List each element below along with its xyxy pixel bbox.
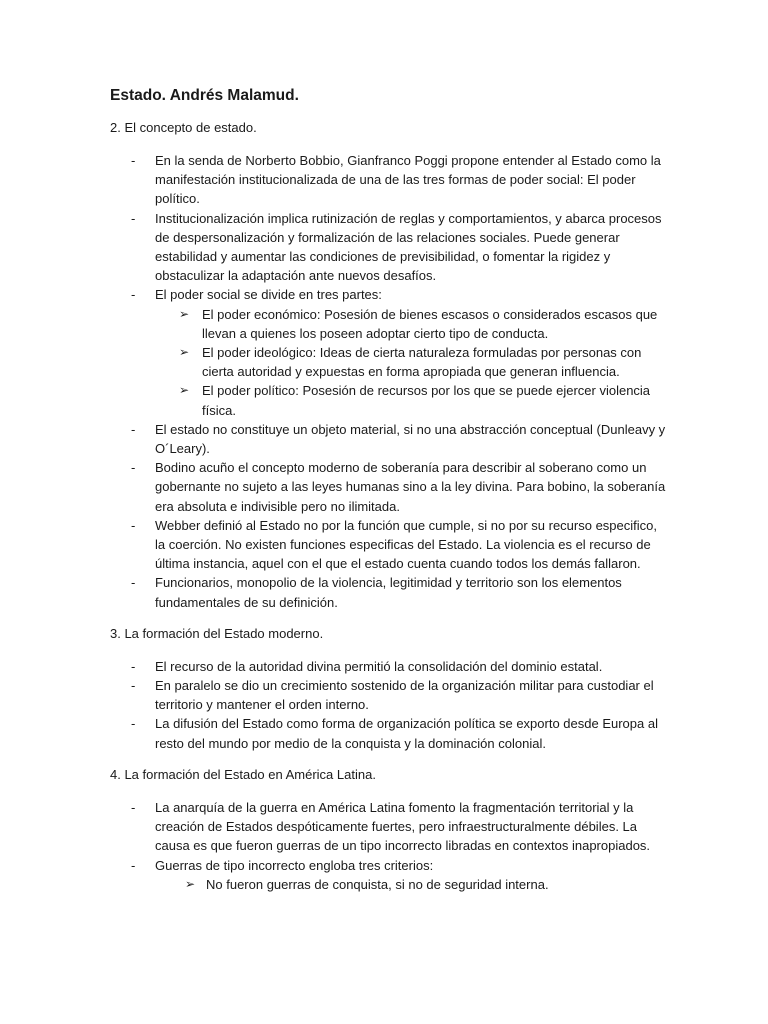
- dash-bullet-icon: -: [131, 287, 136, 303]
- section-heading: 2. El concepto de estado.: [110, 120, 257, 135]
- list-item-text: Webber definió al Estado no por la función que cumple, si no por su recurso especifico, la coerción. No existen funciones especificas del Estado. La violencia es el recurso de última instancia, aquel con el que el estado cuenta cuando todos los demás fallaron.: [155, 517, 657, 572]
- list-item: [110, 151, 670, 209]
- list-item: [110, 798, 670, 856]
- section-heading: 4. La formación del Estado en América Latina.: [110, 766, 376, 782]
- bullet-list: [110, 151, 670, 612]
- list-item-text: La difusión del Estado como forma de organización política se exporto desde Europa al resto del mundo por medio de la conquista y la dominación colonial.: [155, 716, 658, 751]
- list-item-text: El recurso de la autoridad divina permitió la consolidación del dominio estatal.: [155, 658, 603, 674]
- list-item: [110, 714, 670, 752]
- sub-list-item: [155, 305, 670, 343]
- dash-bullet-icon: -: [131, 210, 136, 226]
- dash-bullet-icon: -: [131, 460, 136, 476]
- list-item-text: En la senda de Norberto Bobbio, Gianfranco Poggi propone entender al Estado como la manifestación institucionalizada de una de las tres formas de poder social: El poder político.: [155, 153, 661, 207]
- sub-list: [155, 875, 670, 894]
- list-item-text: El estado no constituye un objeto material, si no una abstracción conceptual (Dunleavy y O´Leary).: [155, 421, 666, 457]
- dash-bullet-icon: -: [131, 517, 136, 533]
- list-item-text: Institucionalización implica rutinización de reglas y comportamientos, y abarca procesos de despersonalización y formalización de las relaciones sociales. Puede generar estabilidad y aumentar las condiciones de previsibilidad, o fomentar la rigidez y obstaculizar la adaptación ante nuevos desafíos.: [155, 210, 662, 284]
- list-item-text: El poder social se divide en tres partes:: [155, 287, 382, 303]
- list-item-text: La anarquía de la guerra en América Latina fomento la fragmentación territorial y la creación de Estados despóticamente fuertes, pero infraestructuralmente débiles. La causa es que fueron guerras de un tipo incorrecto libradas en contextos inapropiados.: [155, 799, 651, 854]
- list-item: [110, 285, 670, 419]
- sub-list-item: [155, 381, 670, 419]
- sub-list-item: [155, 343, 670, 381]
- dash-bullet-icon: -: [131, 575, 136, 591]
- bullet-list: [110, 798, 670, 894]
- dash-bullet-icon: -: [131, 421, 136, 437]
- list-item-text: Guerras de tipo incorrecto engloba tres criterios:: [155, 857, 434, 873]
- list-item: [110, 676, 670, 714]
- document-body: [110, 86, 670, 906]
- sub-list-item-text: El poder ideológico: Ideas de cierta naturaleza formuladas por personas con cierta autoridad y expuestas en forma apropiada que generan influencia.: [202, 345, 642, 380]
- list-item: [110, 856, 670, 894]
- list-item: [110, 458, 670, 516]
- document-title: Estado. Andrés Malamud.: [110, 87, 299, 104]
- sub-list-item-text: El poder político: Posesión de recursos por los que se puede ejercer violencia física.: [202, 383, 651, 418]
- dash-bullet-icon: -: [131, 799, 136, 815]
- document-sections: [110, 118, 670, 894]
- list-item: [110, 209, 670, 286]
- list-item: [110, 420, 670, 458]
- list-item: [110, 657, 670, 676]
- dash-bullet-icon: -: [131, 716, 136, 732]
- sub-list-item-text: El poder económico: Posesión de bienes escasos o considerados escasos que llevan a quienes los poseen adoptar cierto tipo de conducta.: [202, 306, 658, 341]
- list-item: [110, 573, 670, 611]
- arrow-bullet-icon: ➢: [179, 383, 190, 398]
- dash-bullet-icon: -: [131, 658, 136, 674]
- bullet-list: [110, 657, 670, 753]
- dash-bullet-icon: -: [131, 678, 136, 694]
- list-item: [110, 516, 670, 574]
- arrow-bullet-icon: ➢: [179, 306, 190, 321]
- list-item-text: Funcionarios, monopolio de la violencia, legitimidad y territorio son los elementos fundamentales de su definición.: [155, 575, 622, 610]
- dash-bullet-icon: -: [131, 857, 136, 873]
- arrow-bullet-icon: ➢: [179, 345, 190, 360]
- list-item-text: Bodino acuño el concepto moderno de soberanía para describir al soberano como un gobernante no sujeto a las leyes humanas sino a la ley divina. Para bobino, la soberanía era absoluta e indivisible pero no ilimitada.: [155, 460, 666, 514]
- dash-bullet-icon: -: [131, 153, 136, 168]
- list-item-text: En paralelo se dio un crecimiento sostenido de la organización militar para custodiar el territorio y mantener el orden interno.: [155, 678, 654, 713]
- arrow-bullet-icon: ➢: [185, 876, 196, 891]
- section-heading: 3. La formación del Estado moderno.: [110, 625, 324, 641]
- sub-list-item-text: No fueron guerras de conquista, si no de seguridad interna.: [206, 876, 549, 892]
- sub-list-item: [155, 875, 670, 894]
- sub-list: [155, 305, 670, 420]
